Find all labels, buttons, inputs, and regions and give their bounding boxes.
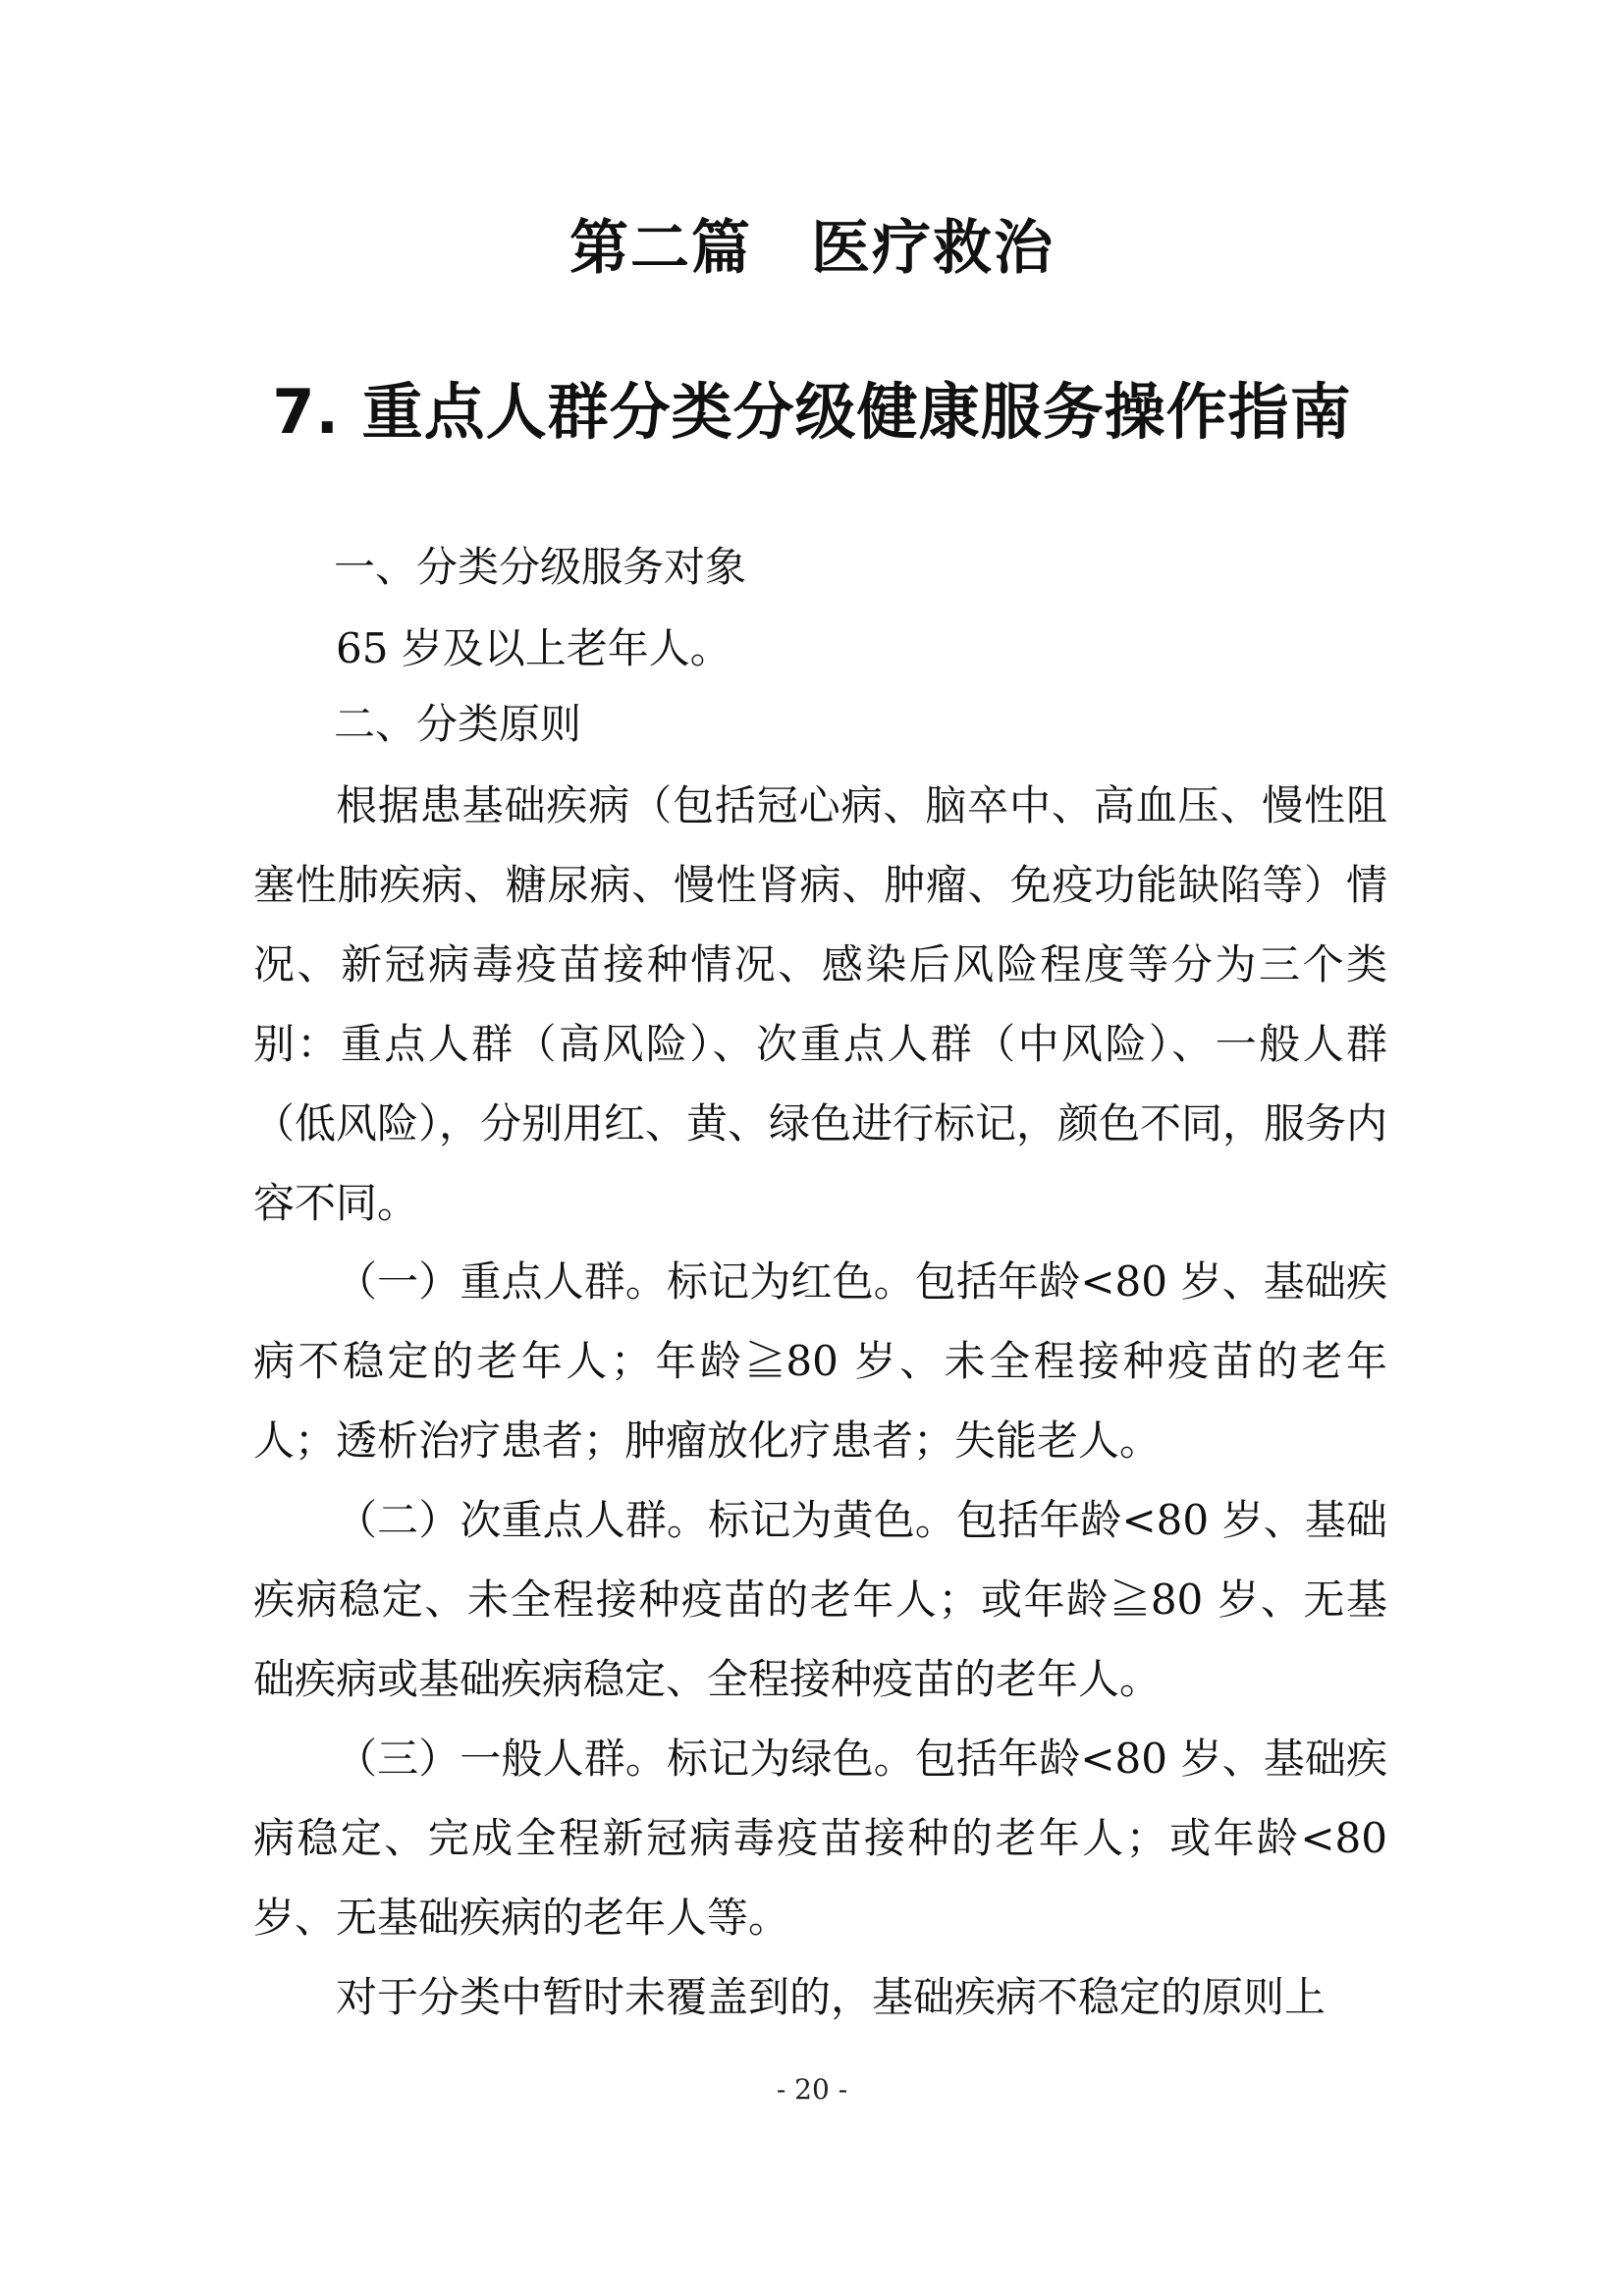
chapter-title: 7. 重点人群分类分级健康服务操作指南 bbox=[272, 376, 1352, 448]
category-item-2 bbox=[253, 1480, 1387, 1719]
section-1-text: 65 岁及以上老年人。 bbox=[336, 624, 731, 672]
category-label-3: （三）一般人群。 bbox=[336, 1735, 668, 1783]
part-title-number: 第二篇 bbox=[569, 214, 752, 283]
category-item-3 bbox=[253, 1719, 1387, 1957]
closing-paragraph: 对于分类中暂时未覆盖到的，基础疾病不稳定的原则上 bbox=[336, 1973, 1326, 2021]
section-heading-1: 一、分类分级服务对象 bbox=[334, 543, 747, 591]
page-number: - 20 - bbox=[776, 2073, 848, 2106]
part-title-name: 医疗救治 bbox=[811, 214, 1055, 283]
part-title bbox=[0, 201, 1624, 286]
category-text-2: 标记为黄色。包括年龄<80 岁、基础疾病稳定、未全程接种疫苗的老年人；或年龄≧80 岁、无基础疾病或基础疾病稳定、全程接种疫苗的老年人。 bbox=[253, 1496, 1387, 1703]
category-text-3: 标记为绿色。包括年龄<80 岁、基础疾病稳定、完成全程新冠病毒疫苗接种的老年人；或年龄<80 岁、无基础疾病的老年人等。 bbox=[253, 1735, 1387, 1942]
section-2-intro: 根据患基础疾病（包括冠心病、脑卒中、高血压、慢性阻塞性肺疾病、糖尿病、慢性肾病、肿瘤、免疫功能缺陷等）情况、新冠病毒疫苗接种情况、感染后风险程度等分为三个类别：重点人群（高风险）、次重点人群（中风险）、一般人群（低风险），分别用红、黄、绿色进行标记，颜色不同，服务内容不同。 bbox=[253, 781, 1388, 1227]
category-label-1: （一）重点人群。 bbox=[336, 1257, 668, 1306]
category-item-1 bbox=[253, 1242, 1387, 1480]
section-heading-2: 二、分类原则 bbox=[334, 700, 582, 748]
category-label-2: （二）次重点人群。 bbox=[336, 1496, 709, 1544]
category-text-1: 标记为红色。包括年龄<80 岁、基础疾病不稳定的老年人；年龄≧80 岁、未全程接种疫苗的老年人；透析治疗患者；肿瘤放化疗患者；失能老人。 bbox=[253, 1257, 1387, 1465]
